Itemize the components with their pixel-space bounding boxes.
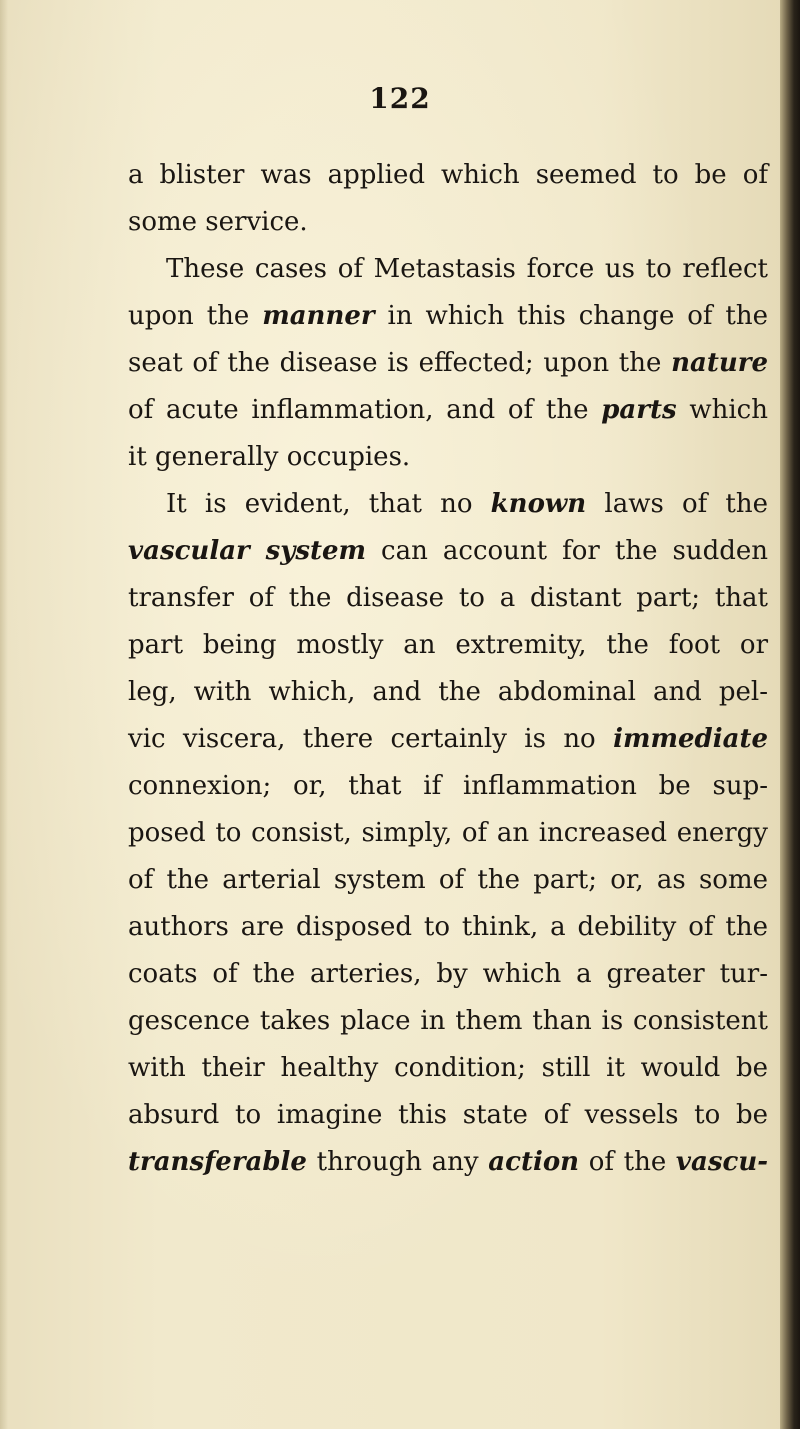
text-line-7: it generally occupies. <box>128 442 411 472</box>
text-line-19: gescence takes place in them than is consistent <box>128 1006 768 1036</box>
text-line-3: These cases of Metastasis force us to reflect <box>166 254 768 284</box>
text-line-15: posed to consist, simply, of an increased energy <box>128 818 768 848</box>
text-line-8: It is evident, that no known laws of the <box>166 489 768 519</box>
text-line-21: absurd to imagine this state of vessels to be <box>128 1100 768 1130</box>
page-number: 122 <box>369 82 431 115</box>
emphasis-manner: manner <box>262 301 375 331</box>
emphasis-immediate: immediate <box>613 724 768 754</box>
text-line-22: transferable through any action of the vascu- <box>128 1147 769 1177</box>
text-line-18: coats of the arteries, by which a greater tur- <box>128 959 768 989</box>
emphasis-parts: parts <box>601 395 677 425</box>
emphasis-nature: nature <box>671 348 768 378</box>
text-line-9: vascular system can account for the sudden <box>128 536 768 566</box>
emphasis-vascular-system: vascular system <box>128 536 367 566</box>
emphasis-transferable: transferable <box>128 1147 307 1177</box>
body-text <box>128 152 768 1186</box>
text-line-12: leg, with which, and the abdominal and pel- <box>128 677 768 707</box>
text-line-11: part being mostly an extremity, the foot or <box>128 630 768 660</box>
text-line-16: of the arterial system of the part; or, as some <box>128 865 768 895</box>
text-line-4: upon the manner in which this change of the <box>128 301 768 331</box>
text-line-10: transfer of the disease to a distant part; that <box>128 583 768 613</box>
text-line-6: of acute inflammation, and of the parts which <box>128 395 768 425</box>
text-line-5: seat of the disease is effected; upon the nature <box>128 348 768 378</box>
page-binding-edge <box>780 0 800 1429</box>
text-line-13: vic viscera, there certainly is no immediate <box>128 724 768 754</box>
page-left-shadow <box>0 0 8 1429</box>
text-line-17: authors are disposed to think, a debility of the <box>128 912 768 942</box>
emphasis-action: action <box>488 1147 580 1177</box>
text-line-2: some service. <box>128 207 308 237</box>
text-line-20: with their healthy condition; still it would be <box>128 1053 768 1083</box>
emphasis-vascu: vascu- <box>675 1147 769 1177</box>
emphasis-known: known <box>490 489 587 519</box>
text-line-1: a blister was applied which seemed to be of <box>128 160 768 190</box>
text-line-14: connexion; or, that if inflammation be sup- <box>128 771 768 801</box>
